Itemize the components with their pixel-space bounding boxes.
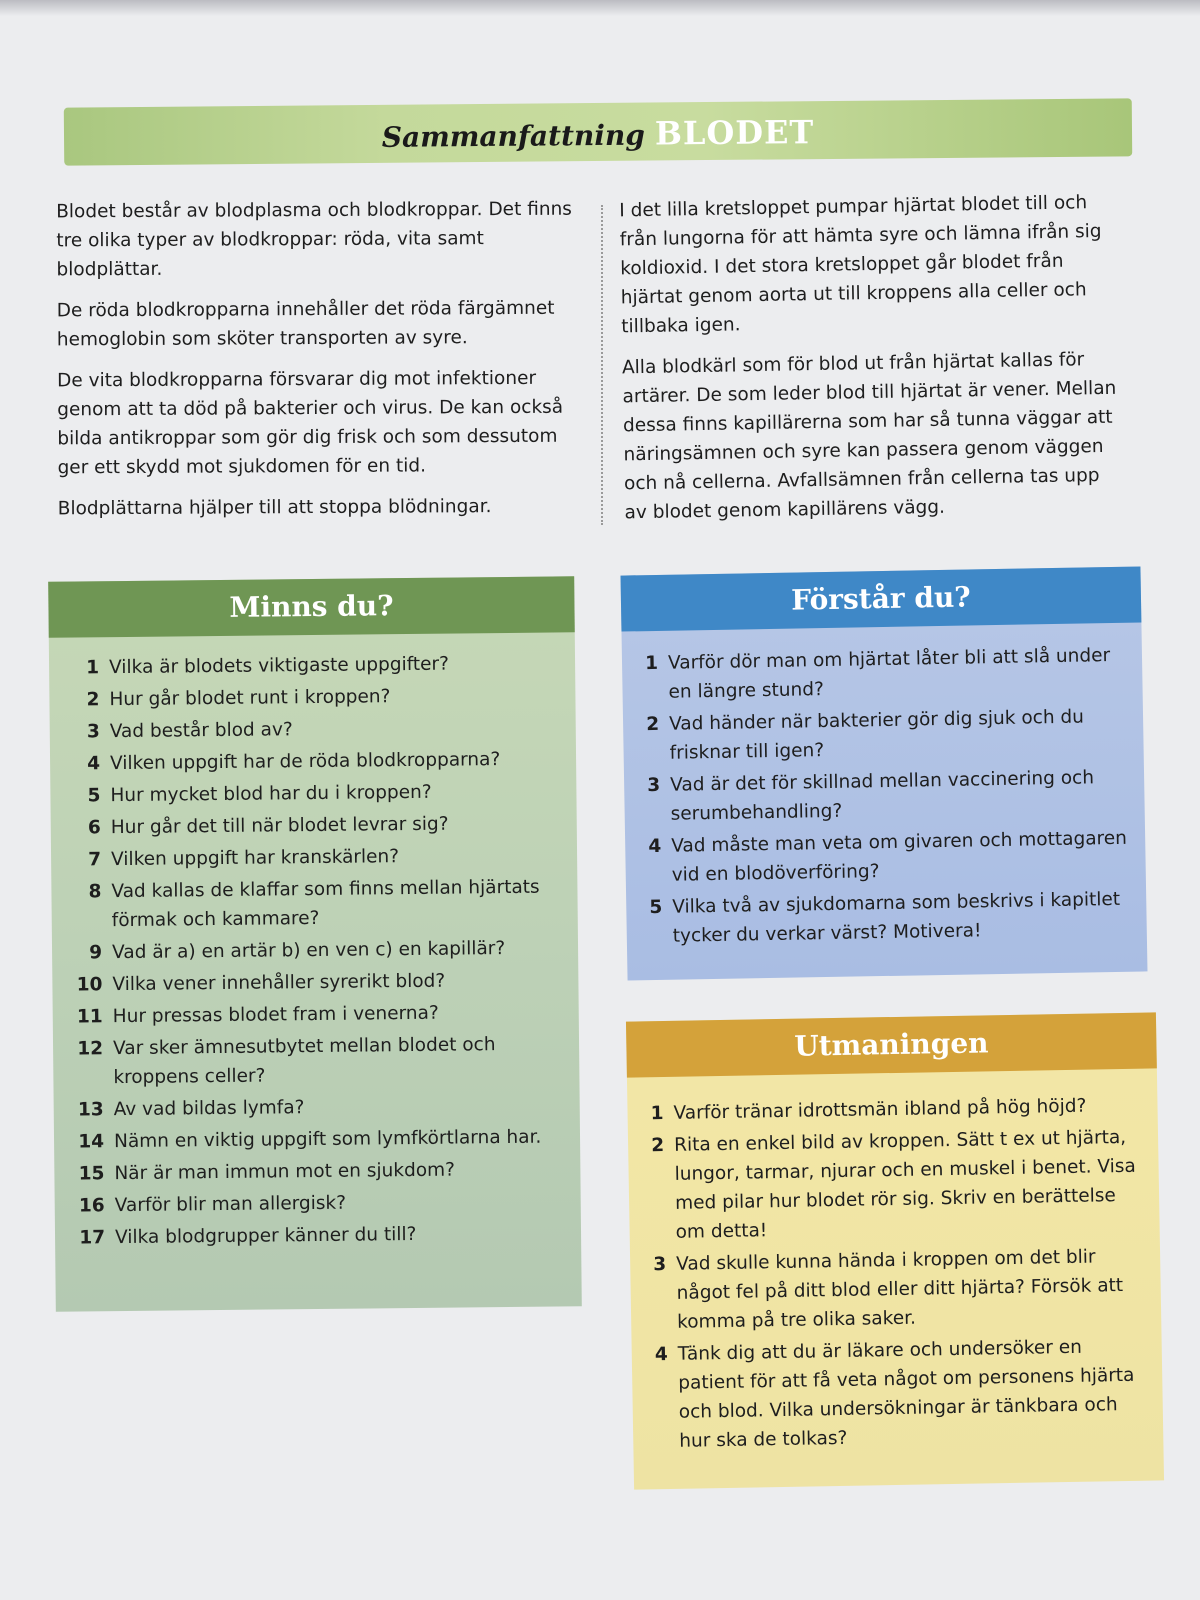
question-number: 5 [649,896,663,919]
question-number: 16 [78,1195,105,1217]
question-item [64,712,556,746]
question-number: 11 [76,1006,103,1028]
minns-du-list [49,632,581,1252]
question-item [68,1090,560,1124]
question-item [630,1242,1147,1338]
summary-paragraph: Alla blodkärl som för blod ut från hjärtat kallas för artärer. De som leder blod till hjärtat är vener. Mellan dessa finns kapillärerna som har så tunna väggar att näringsämnen och syre kan passera genom väggen och nå cellerna. Avfallsämnen från cellerna tas upp av blodet genom kapillärens vägg. [621,349,1117,524]
question-number: 4 [654,1343,668,1366]
question-item [67,1029,560,1092]
summary-paragraph: Blodet består av blodplasma och blodkroppar. Det finns tre olika typer av blodkroppar: röda, vita samt blodplättar. [56,198,572,281]
question-text: Hur går det till när blodet levrar sig? [110,813,449,839]
question-item [68,1122,560,1156]
summary-left-column [56,195,578,536]
question-item [69,1218,561,1252]
question-text: Vilka blodgrupper känner du till? [114,1223,417,1249]
question-number: 7 [88,849,102,871]
title-banner [64,98,1132,165]
forstar-du-list [621,622,1147,951]
question-text: Vilka två av sjukdomarna som beskrivs i kapitlet tycker du verkar värst? Motivera! [672,888,1121,947]
column-divider [601,205,603,525]
utmaningen-header [626,1012,1157,1077]
question-item [66,933,558,967]
question-item [67,997,559,1031]
summary-right-column [619,188,1125,540]
question-text: Hur pressas blodet fram i venerna? [112,1002,439,1028]
question-number: 6 [87,817,101,839]
utmaningen-title: Utmaningen [793,1026,989,1063]
question-number: 3 [653,1253,667,1276]
question-item [623,702,1128,769]
question-number: 9 [89,942,103,964]
summary-paragraph: I det lilla kretsloppet pumpar hjärtat blodet till och från lungorna för att hämta syre och lämna ifrån sig koldioxid. I det stora kretsloppet går blodet från hjärtat genom aorta ut till kroppens alla celler och tillbaka igen. [619,192,1102,338]
question-item [626,885,1131,952]
question-item [63,648,555,682]
question-item [63,680,555,714]
question-number: 3 [86,721,100,743]
question-number: 2 [651,1135,665,1157]
question-text: När är man immun mot en sjukdom? [114,1159,456,1185]
question-number: 4 [87,753,101,775]
forstar-du-box [621,566,1148,980]
question-number: 15 [78,1163,105,1185]
summary-paragraph: De röda blodkropparna innehåller det röda färgämnet hemoglobin som sköter transporten av syre. [56,297,555,351]
question-text: Nämn en viktig uppgift som lymfkörtlarna har. [113,1126,542,1153]
question-number: 13 [77,1099,104,1121]
title-bold: BLODET [654,113,815,153]
summary-paragraph: De vita blodkropparna försvarar dig mot infektioner genom att ta död på bakterier och virus. De kan också bilda antikroppar som gör dig frisk och som dessutom ger ett skydd mot sjukdomen för en tid. [57,367,564,479]
question-number: 2 [646,713,660,736]
question-number: 1 [86,657,100,679]
question-text: Av vad bildas lymfa? [113,1097,305,1121]
question-text: Varför tränar idrottsmän ibland på hög höjd? [673,1095,1087,1124]
question-text: Vad kallas de klaffar som finns mellan hjärtats förmak och kammare? [111,876,540,932]
utmaningen-list [627,1068,1164,1456]
question-text: Varför dör man om hjärtat låter bli att slå under en längre stund? [667,645,1111,703]
question-text: Vilka vener innehåller syrerikt blod? [112,970,446,996]
question-text: Vilken uppgift har de röda blodkropparna? [109,749,501,775]
question-number: 10 [76,974,103,996]
question-text: Vad händer när bakterier gör dig sjuk och du frisknar till igen? [668,706,1085,764]
question-item [632,1332,1150,1457]
question-item [622,641,1127,708]
question-text: Hur mycket blod har du i kroppen? [110,781,432,807]
question-number: 12 [77,1038,104,1060]
minns-du-header [48,576,575,638]
question-text: Vilken uppgift har kranskärlen? [110,846,400,871]
question-text: Var sker ämnesutbytet mellan blodet och kroppens celler? [112,1034,496,1089]
question-text: Hur går blodet runt i kroppen? [109,686,391,711]
forstar-du-title: Förstår du? [790,580,971,617]
question-text: Rita en enkel bild av kroppen. Sätt t ex ut hjärta, lungor, tarmar, njurar och en muskel i benet. Visa med pilar hur blodet rör sig. Skriv en berättelse om detta! [673,1126,1136,1243]
question-text: Vad måste man veta om givaren och mottagaren vid en blodöverföring? [671,827,1128,886]
minns-du-box [48,576,582,1311]
question-text: Vad består blod av? [109,719,293,743]
summary-paragraph: Blodplättarna hjälper till att stoppa blödningar. [57,496,492,520]
title-italic: Sammanfattning [381,118,646,154]
utmaningen-box [626,1012,1164,1489]
question-text: Tänk dig att du är läkare och undersöker en patient för att få veta något om personens hjärta och blod. Vilka undersökningar är tänkbara och hur ska de tolkas? [677,1336,1135,1452]
question-number: 5 [87,785,101,807]
question-number: 1 [650,1103,664,1125]
page-title [382,113,815,155]
question-item [65,872,558,935]
question-text: Vad skulle kunna hända i kroppen om det blir något fel på ditt blod eller ditt hjärta? Försök att komma på tre olika saker. [676,1246,1124,1333]
minns-du-title: Minns du? [229,589,394,624]
question-item [68,1154,560,1188]
question-number: 1 [644,652,659,675]
forstar-du-header [621,566,1142,631]
question-text: Vilka är blodets viktigaste uppgifter? [108,653,450,679]
question-item [66,965,558,999]
question-item [65,808,557,842]
question-number: 3 [647,774,661,797]
question-number: 2 [86,689,100,711]
question-number: 4 [648,835,662,858]
question-item [628,1123,1146,1248]
question-item [64,776,556,810]
question-item [65,840,557,874]
question-number: 17 [79,1227,106,1249]
question-item [625,824,1130,891]
question-item [64,744,556,778]
question-item [627,1091,1143,1129]
question-text: Vad är det för skillnad mellan vaccinering och serumbehandling? [669,767,1095,825]
question-number: 14 [78,1131,105,1153]
page-edge-shadow [0,0,1200,16]
question-text: Varför blir man allergisk? [114,1192,347,1217]
question-item [69,1186,561,1220]
question-number: 8 [88,881,102,903]
question-text: Vad är a) en artär b) en ven c) en kapillär? [111,938,506,964]
question-item [624,763,1129,830]
